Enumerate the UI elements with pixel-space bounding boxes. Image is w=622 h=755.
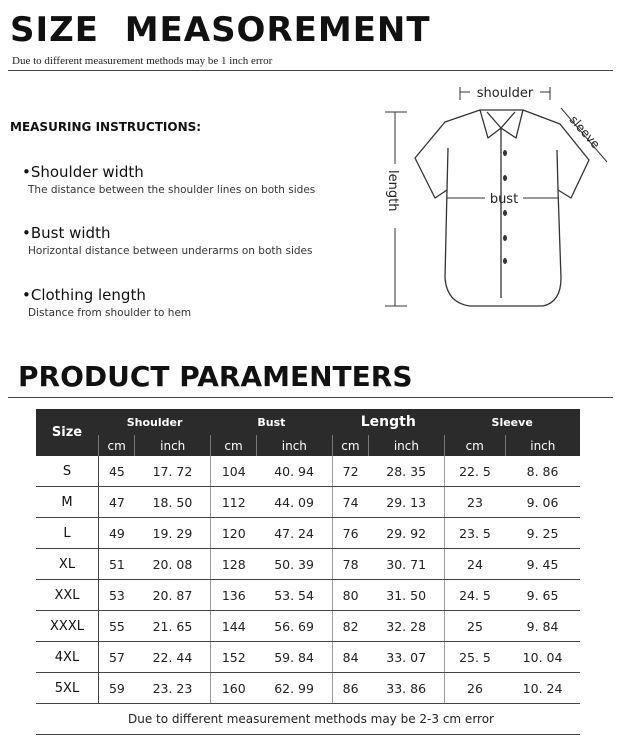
value-cell: 152 (211, 642, 257, 673)
value-cell: 112 (211, 487, 257, 518)
value-cell: 160 (211, 673, 257, 704)
table-row (36, 642, 580, 673)
value-cell: 20. 87 (135, 580, 211, 611)
value-cell: 47 (99, 487, 135, 518)
unit-header: inch (505, 435, 580, 456)
value-cell: 82 (332, 611, 368, 642)
value-cell: 59. 84 (256, 642, 332, 673)
value-cell: 20. 08 (135, 549, 211, 580)
value-cell: 22. 5 (444, 456, 505, 487)
value-cell: 49 (99, 518, 135, 549)
value-cell: 57 (99, 642, 135, 673)
value-cell: 24 (444, 549, 505, 580)
shirt-measurement-diagram (375, 78, 615, 318)
value-cell: 80 (332, 580, 368, 611)
value-cell: 9. 06 (505, 487, 580, 518)
value-cell: 84 (332, 642, 368, 673)
bust-width-desc: Horizontal distance between underarms on both sides (28, 245, 313, 257)
shoulder-group-header: Shoulder (99, 409, 211, 435)
value-cell: 9. 45 (505, 549, 580, 580)
unit-header: inch (256, 435, 332, 456)
bust-width-title: •Bust width (22, 224, 111, 242)
size-cell: L (36, 518, 99, 549)
size-cell: XXXL (36, 611, 99, 642)
value-cell: 74 (332, 487, 368, 518)
unit-header: cm (99, 435, 135, 456)
value-cell: 30. 71 (369, 549, 445, 580)
clothing-length-desc: Distance from shoulder to hem (28, 307, 192, 319)
value-cell: 47. 24 (256, 518, 332, 549)
value-cell: 144 (211, 611, 257, 642)
value-cell: 9. 65 (505, 580, 580, 611)
value-cell: 136 (211, 580, 257, 611)
table-row (36, 518, 580, 549)
value-cell: 22. 44 (135, 642, 211, 673)
shoulder-width-desc: The distance between the shoulder lines on both sides (28, 184, 316, 196)
shirt-outline (415, 110, 589, 306)
value-cell: 45 (99, 456, 135, 487)
value-cell: 23 (444, 487, 505, 518)
value-cell: 120 (211, 518, 257, 549)
unit-header: cm (211, 435, 257, 456)
unit-header: inch (135, 435, 211, 456)
instructions-heading: MEASURING INSTRUCTIONS: (10, 120, 202, 134)
value-cell: 8. 86 (505, 456, 580, 487)
product-parameters-title: PRODUCT PARAMENTERS (18, 360, 413, 393)
value-cell: 78 (332, 549, 368, 580)
section-divider (8, 397, 613, 398)
table-row (36, 673, 580, 704)
unit-header: cm (332, 435, 368, 456)
value-cell: 76 (332, 518, 368, 549)
value-cell: 128 (211, 549, 257, 580)
size-chart-table (36, 409, 580, 704)
value-cell: 19. 29 (135, 518, 211, 549)
value-cell: 9. 84 (505, 611, 580, 642)
table-row (36, 611, 580, 642)
value-cell: 17. 72 (135, 456, 211, 487)
length-group-header: Length (332, 409, 444, 435)
value-cell: 72 (332, 456, 368, 487)
error-subtitle: Due to different measurement methods may be 1 inch error (12, 55, 273, 67)
footer-divider (36, 734, 580, 735)
value-cell: 28. 35 (369, 456, 445, 487)
table-row (36, 487, 580, 518)
size-cell: XL (36, 549, 99, 580)
value-cell: 53. 54 (256, 580, 332, 611)
header-divider (8, 70, 613, 71)
size-cell: XXL (36, 580, 99, 611)
size-cell: S (36, 456, 99, 487)
value-cell: 59 (99, 673, 135, 704)
shirt-buttons (503, 150, 507, 264)
value-cell: 10. 04 (505, 642, 580, 673)
bust-group-header: Bust (211, 409, 333, 435)
table-row (36, 580, 580, 611)
size-cell: 5XL (36, 673, 99, 704)
value-cell: 44. 09 (256, 487, 332, 518)
sleeve-label: sleeve (566, 112, 603, 152)
sleeve-group-header: Sleeve (444, 409, 580, 435)
value-cell: 25 (444, 611, 505, 642)
value-cell: 104 (211, 456, 257, 487)
value-cell: 31. 50 (369, 580, 445, 611)
page-title: SIZE MEASOREMENT (10, 10, 431, 50)
bust-label: bust (489, 192, 519, 207)
value-cell: 33. 86 (369, 673, 445, 704)
value-cell: 9. 25 (505, 518, 580, 549)
value-cell: 23. 5 (444, 518, 505, 549)
unit-header: inch (369, 435, 445, 456)
value-cell: 10. 24 (505, 673, 580, 704)
value-cell: 86 (332, 673, 368, 704)
value-cell: 56. 69 (256, 611, 332, 642)
value-cell: 24. 5 (444, 580, 505, 611)
size-column-header: Size (36, 409, 99, 456)
value-cell: 55 (99, 611, 135, 642)
table-row (36, 549, 580, 580)
unit-header: cm (444, 435, 505, 456)
value-cell: 29. 13 (369, 487, 445, 518)
value-cell: 23. 23 (135, 673, 211, 704)
clothing-length-title: •Clothing length (22, 286, 146, 304)
shoulder-width-title: •Shoulder width (22, 163, 144, 181)
value-cell: 21. 65 (135, 611, 211, 642)
value-cell: 26 (444, 673, 505, 704)
value-cell: 40. 94 (256, 456, 332, 487)
table-row (36, 456, 580, 487)
shoulder-label: shoulder (476, 86, 534, 101)
value-cell: 50. 39 (256, 549, 332, 580)
value-cell: 51 (99, 549, 135, 580)
value-cell: 29. 92 (369, 518, 445, 549)
value-cell: 25. 5 (444, 642, 505, 673)
footer-note: Due to different measurement methods may be 2-3 cm error (128, 712, 494, 726)
value-cell: 33. 07 (369, 642, 445, 673)
length-label: length (385, 170, 400, 212)
size-cell: 4XL (36, 642, 99, 673)
value-cell: 32. 28 (369, 611, 445, 642)
value-cell: 53 (99, 580, 135, 611)
value-cell: 18. 50 (135, 487, 211, 518)
size-cell: M (36, 487, 99, 518)
value-cell: 62. 99 (256, 673, 332, 704)
